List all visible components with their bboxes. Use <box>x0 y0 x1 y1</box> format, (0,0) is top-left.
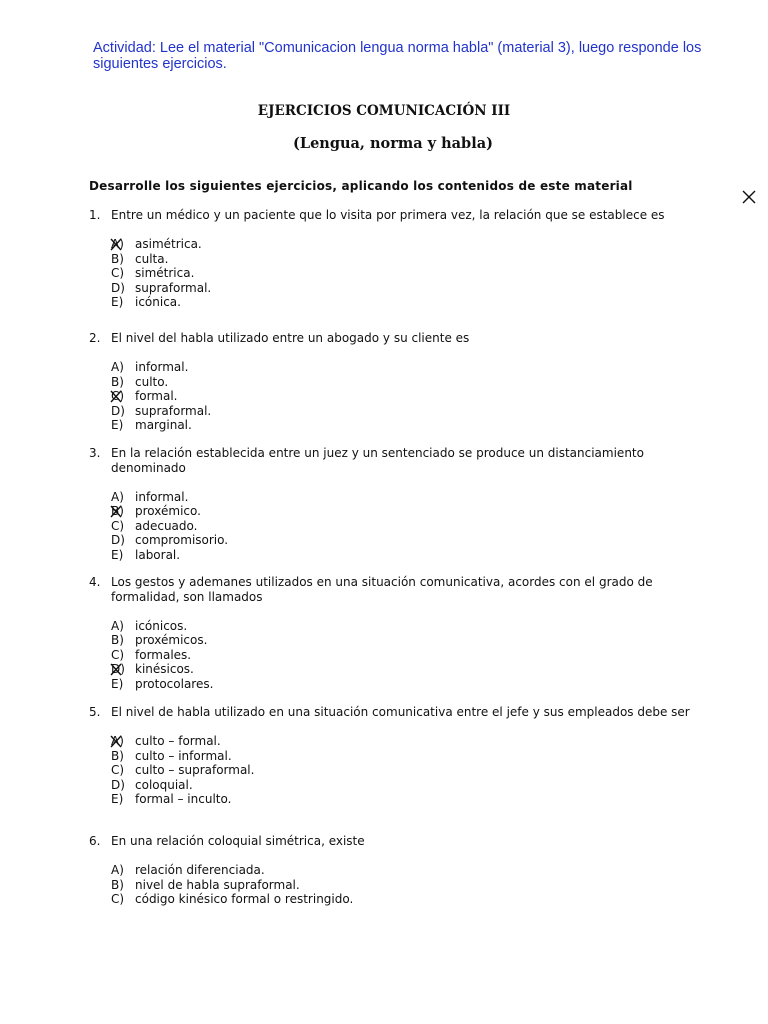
question-text: El nivel del habla utilizado entre un abogado y su cliente es <box>111 331 470 345</box>
option-label: informal. <box>135 360 189 374</box>
page-subtitle: (Lengua, norma y habla) <box>293 135 493 152</box>
option-label: informal. <box>135 489 189 504</box>
option-key: C) <box>111 647 125 662</box>
option-c[interactable] <box>111 389 709 404</box>
option-b[interactable] <box>111 749 709 764</box>
option-b[interactable] <box>111 878 709 893</box>
option-d[interactable] <box>111 662 709 677</box>
option-c[interactable] <box>111 519 709 534</box>
question-2 <box>89 331 709 433</box>
option-label: protocolares. <box>135 676 214 691</box>
option-key: A) <box>111 489 124 504</box>
option-key: C) <box>111 389 125 403</box>
option-a[interactable] <box>111 490 709 505</box>
option-d[interactable] <box>111 533 709 548</box>
option-a[interactable] <box>111 734 709 749</box>
option-a[interactable] <box>111 619 709 634</box>
option-label: supraformal. <box>135 280 212 295</box>
option-key: B) <box>111 504 124 518</box>
option-key: B) <box>111 877 124 892</box>
x-mark-icon <box>109 663 123 676</box>
option-label: código kinésico formal o restringido. <box>135 892 354 906</box>
option-list <box>111 619 709 692</box>
option-key: E) <box>111 792 124 806</box>
option-label: culta. <box>135 251 169 266</box>
option-label: formales. <box>135 647 192 662</box>
question-text: En la relación establecida entre un juez y un sentenciado se produce un distanciamiento denominado <box>111 446 644 475</box>
option-label: nivel de habla supraformal. <box>135 877 300 892</box>
option-a[interactable] <box>111 237 709 252</box>
option-key: D) <box>111 403 125 418</box>
option-b[interactable] <box>111 375 709 390</box>
option-label: icónica. <box>135 295 181 309</box>
x-mark-icon <box>109 390 123 403</box>
option-label: coloquial. <box>135 777 193 792</box>
option-list <box>111 237 709 310</box>
option-b[interactable] <box>111 504 709 519</box>
option-d[interactable] <box>111 404 709 419</box>
close-button[interactable] <box>741 189 757 205</box>
option-c[interactable] <box>111 648 709 663</box>
option-label: laboral. <box>135 547 181 562</box>
option-b[interactable] <box>111 252 709 267</box>
option-label: proxémico. <box>135 504 201 518</box>
option-label: supraformal. <box>135 403 212 418</box>
option-key: C) <box>111 763 125 777</box>
option-e[interactable] <box>111 548 709 563</box>
option-label: culto – informal. <box>135 748 232 763</box>
option-label: simétrica. <box>135 266 195 280</box>
option-list <box>111 734 709 807</box>
option-e[interactable] <box>111 295 709 310</box>
x-mark-icon <box>109 505 123 518</box>
activity-instructions: Actividad: Lee el material "Comunicacion lengua norma habla" (material 3), luego responde los siguientes ejercicios. <box>93 40 702 72</box>
option-e[interactable] <box>111 418 709 433</box>
option-label: icónicos. <box>135 618 188 633</box>
x-mark-icon <box>109 238 123 251</box>
question-text: Los gestos y ademanes utilizados en una situación comunicativa, acordes con el grado de formalidad, son llamados <box>111 575 653 604</box>
question-1 <box>89 208 709 310</box>
page-title: EJERCICIOS COMUNICACIÓN III <box>257 103 511 119</box>
option-key: E) <box>111 547 124 562</box>
exercise-instruction: Desarrolle los siguientes ejercicios, aplicando los contenidos de este material <box>89 179 633 193</box>
close-icon <box>741 189 757 205</box>
option-key: C) <box>111 266 125 280</box>
option-c[interactable] <box>111 266 709 281</box>
question-5 <box>89 705 709 807</box>
question-text: Entre un médico y un paciente que lo visita por primera vez, la relación que se establece es <box>111 208 665 222</box>
option-key: D) <box>111 662 125 676</box>
option-label: adecuado. <box>135 518 198 533</box>
option-label: marginal. <box>135 418 192 432</box>
option-key: A) <box>111 360 124 374</box>
question-3 <box>89 446 709 562</box>
option-key: B) <box>111 374 124 389</box>
option-label: culto – formal. <box>135 734 221 748</box>
option-label: asimétrica. <box>135 237 202 251</box>
option-label: culto. <box>135 374 169 389</box>
option-d[interactable] <box>111 281 709 296</box>
option-key: A) <box>111 618 124 633</box>
option-label: formal. <box>135 389 178 403</box>
option-label: compromisorio. <box>135 533 229 547</box>
option-label: culto – supraformal. <box>135 763 255 777</box>
option-list <box>111 490 709 563</box>
option-key: D) <box>111 280 125 295</box>
option-key: A) <box>111 237 124 251</box>
question-number: 4. <box>89 575 101 589</box>
question-number: 3. <box>89 446 101 460</box>
option-label: kinésicos. <box>135 662 194 676</box>
option-e[interactable] <box>111 677 709 692</box>
option-list <box>111 360 709 433</box>
option-key: D) <box>111 533 125 547</box>
question-number: 1. <box>89 208 101 222</box>
option-key: E) <box>111 676 124 691</box>
option-b[interactable] <box>111 633 709 648</box>
option-key: B) <box>111 633 124 647</box>
option-key: B) <box>111 748 124 763</box>
question-text: El nivel de habla utilizado en una situación comunicativa entre el jefe y sus empleados debe ser <box>111 705 690 719</box>
option-e[interactable] <box>111 792 709 807</box>
option-c[interactable] <box>111 892 709 907</box>
option-a[interactable] <box>111 863 709 878</box>
question-number: 5. <box>89 705 101 719</box>
question-number: 6. <box>89 834 101 848</box>
option-key: C) <box>111 892 125 906</box>
option-label: formal – inculto. <box>135 792 232 806</box>
option-key: A) <box>111 863 124 877</box>
x-mark-icon <box>109 735 123 748</box>
option-list <box>111 863 709 907</box>
option-key: E) <box>111 295 124 309</box>
option-key: E) <box>111 418 124 432</box>
option-key: D) <box>111 777 125 792</box>
option-label: proxémicos. <box>135 633 208 647</box>
question-number: 2. <box>89 331 101 345</box>
option-label: relación diferenciada. <box>135 863 265 877</box>
option-key: B) <box>111 251 124 266</box>
question-4 <box>89 575 709 691</box>
question-text: En una relación coloquial simétrica, existe <box>111 834 365 848</box>
option-key: A) <box>111 734 124 748</box>
option-d[interactable] <box>111 778 709 793</box>
option-key: C) <box>111 518 125 533</box>
option-a[interactable] <box>111 360 709 375</box>
question-6 <box>89 834 709 907</box>
option-c[interactable] <box>111 763 709 778</box>
